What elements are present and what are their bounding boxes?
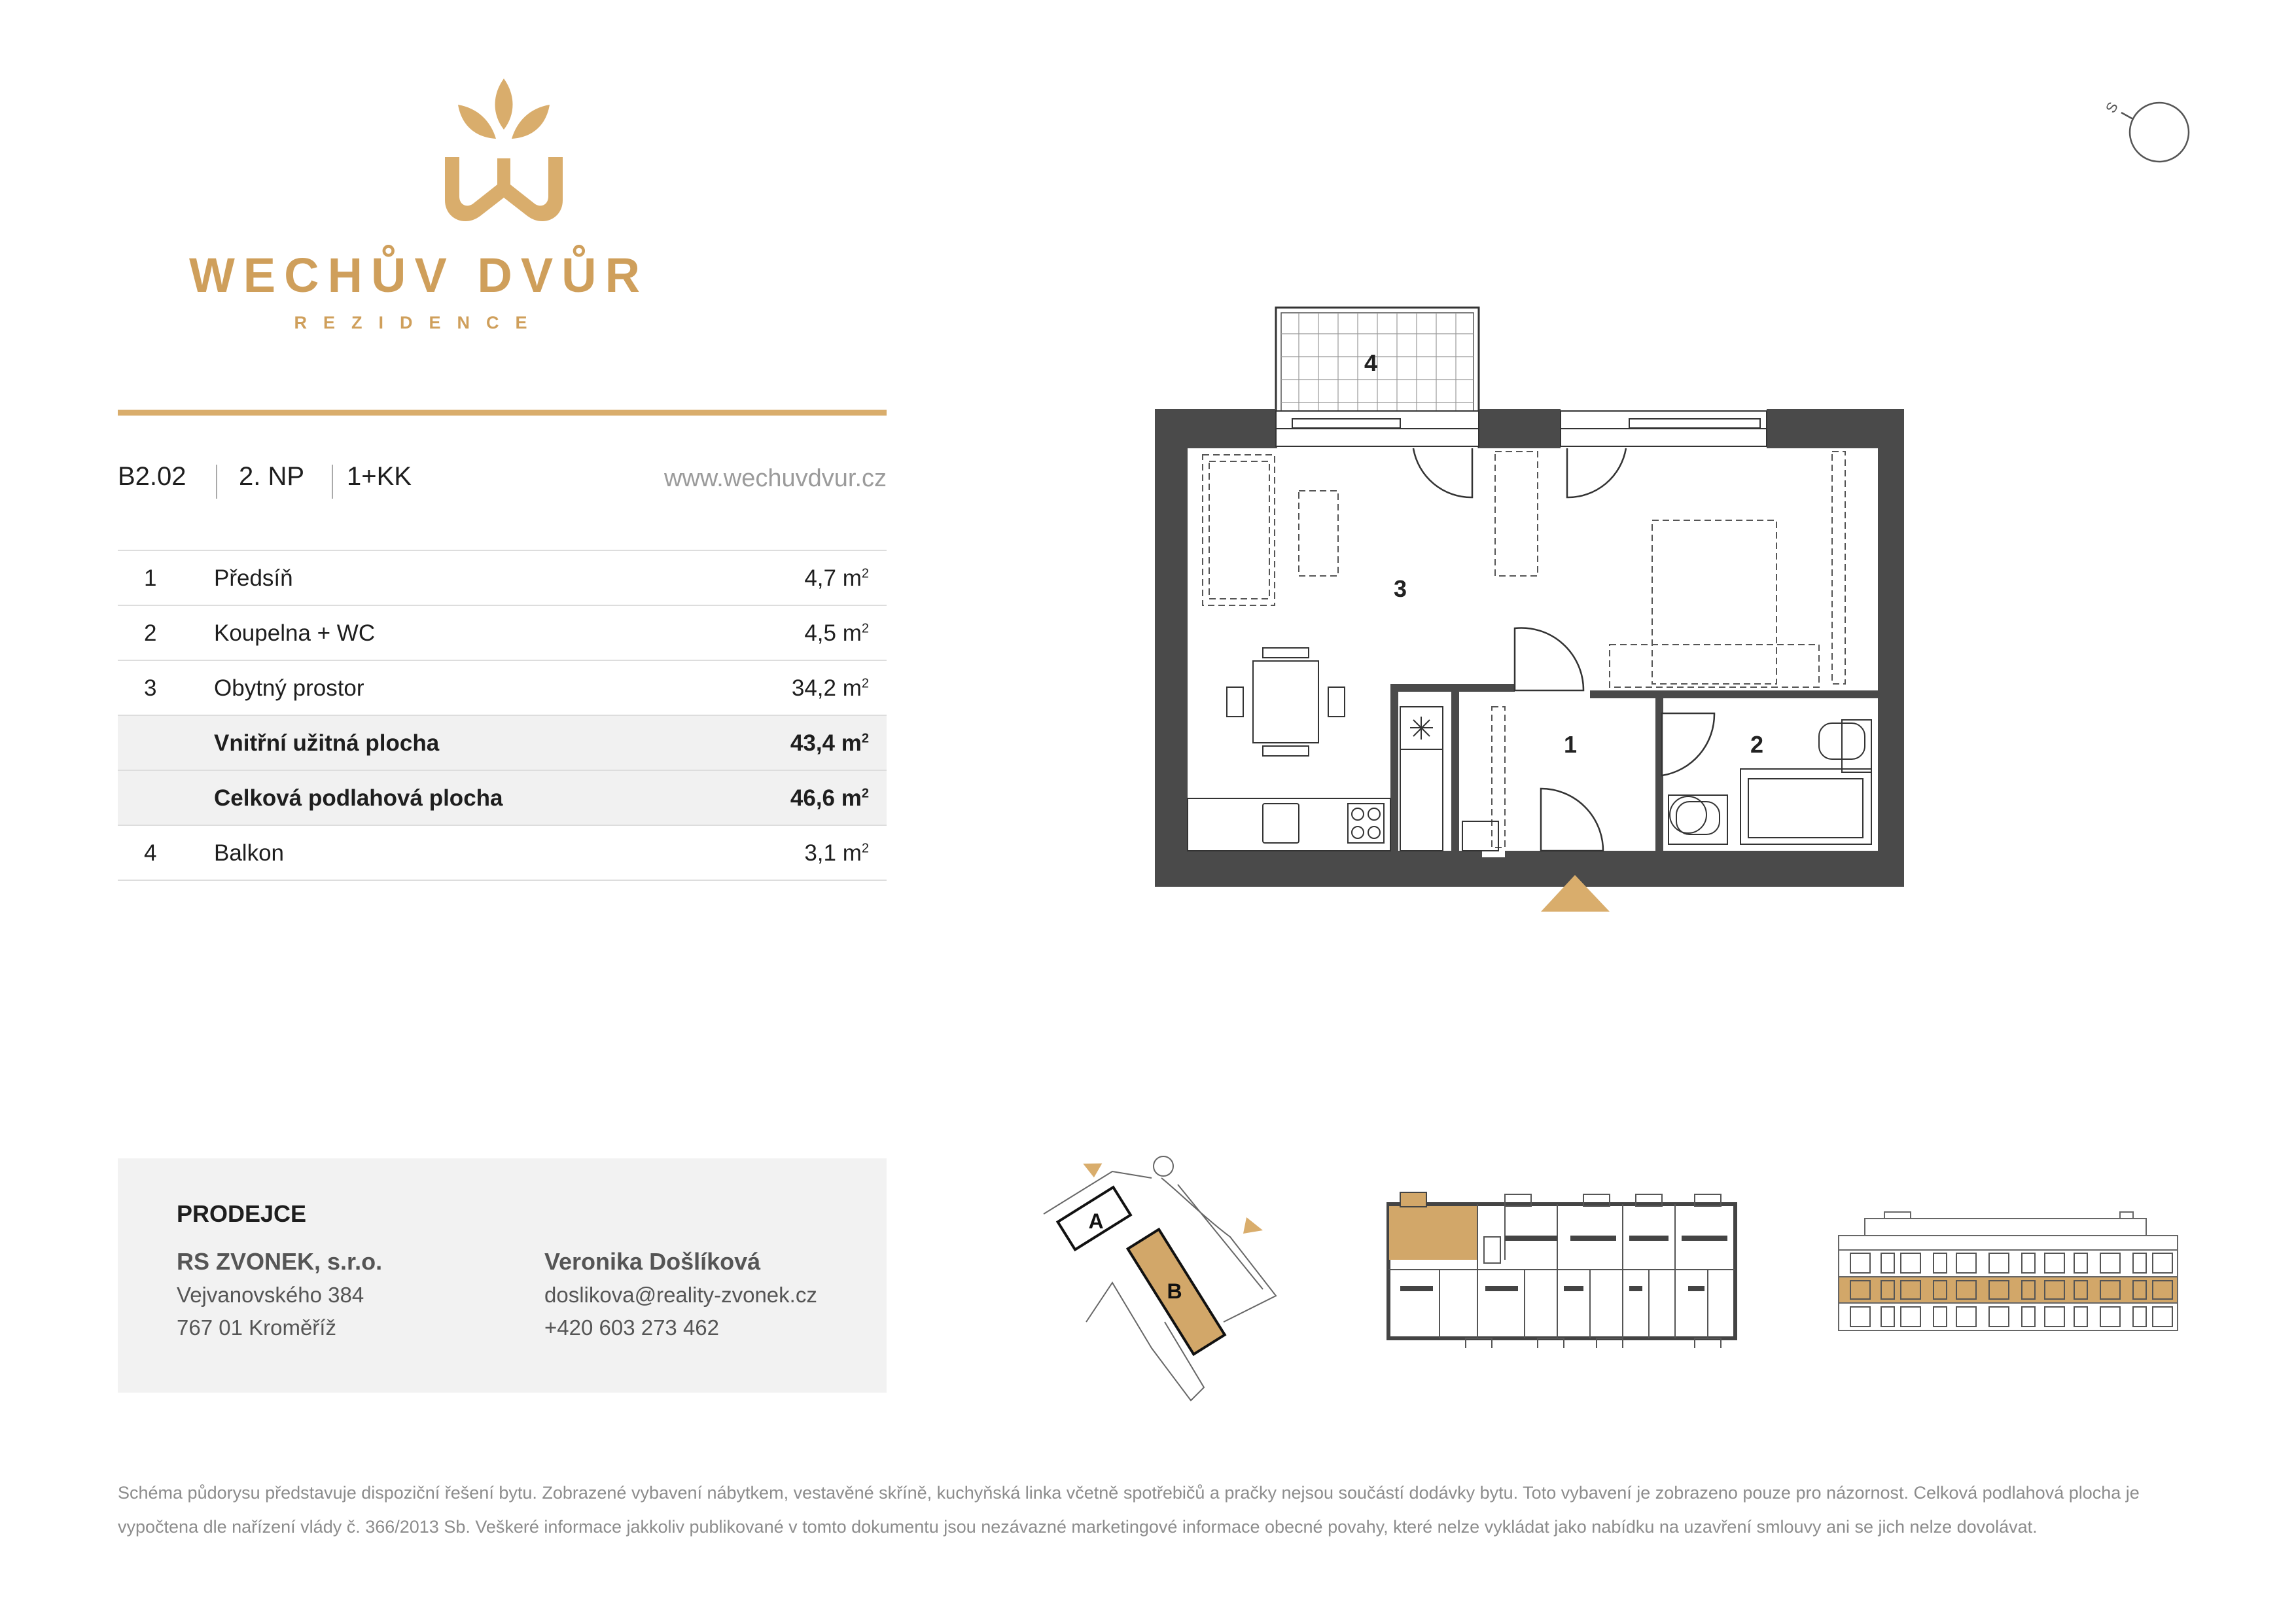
room-name: Celková podlahová plocha	[214, 785, 503, 811]
room-area: 43,4 $m^2$	[790, 730, 869, 756]
room-name: Obytný prostor	[214, 675, 364, 701]
room-area: 34,2 $m^2$	[791, 675, 869, 701]
room-label: 4	[1364, 349, 1378, 376]
floor-plan	[1145, 301, 1917, 949]
brand-name: WECHŮV DVŮR	[188, 248, 649, 302]
building-a-label: A	[1088, 1209, 1104, 1233]
layout-label: 1+KK	[347, 462, 412, 491]
room-table	[118, 550, 887, 881]
site-plan	[1034, 1145, 1296, 1407]
brand-subtitle: REZIDENCE	[294, 313, 544, 332]
floor-key-plan	[1381, 1185, 1747, 1348]
compass-icon	[2094, 92, 2199, 170]
room-area: 4,5 $m^2$	[804, 620, 869, 646]
room-label: 3	[1393, 575, 1407, 602]
contact-heading: PRODEJCE	[177, 1200, 307, 1227]
company-block	[177, 1245, 382, 1344]
table-row-total	[118, 770, 887, 825]
building-elevation	[1832, 1204, 2185, 1342]
website-link[interactable]: www.wechuvdvur.cz	[663, 465, 887, 492]
floor-label: 2. NP	[239, 462, 305, 491]
room-area: 46,6 $m^2$	[790, 785, 869, 811]
header-divider	[118, 410, 887, 416]
room-number: 1	[144, 565, 157, 591]
table-row-total	[118, 715, 887, 770]
compass-label: S	[2102, 99, 2121, 116]
agent-name: Veronika Došlíková	[544, 1248, 761, 1275]
agent-phone[interactable]: +420 603 273 462	[544, 1315, 720, 1340]
room-number: 4	[144, 840, 157, 866]
room-name: Balkon	[214, 840, 285, 866]
direction-arrow-icon	[1243, 1217, 1263, 1234]
divider	[216, 465, 217, 499]
unit-header	[118, 462, 887, 501]
company-name: RS ZVONEK, s.r.o.	[177, 1248, 383, 1275]
company-street: Vejvanovského 384	[177, 1283, 364, 1307]
room-name: Koupelna + WC	[214, 620, 376, 646]
brand-logo-icon	[445, 79, 563, 223]
room-area: 3,1 $m^2$	[804, 840, 869, 866]
room-area: 4,7 $m^2$	[804, 565, 869, 591]
agent-block	[544, 1245, 817, 1344]
table-row	[118, 550, 887, 605]
room-label: 2	[1750, 731, 1764, 758]
room-name: Vnitřní užitná plocha	[214, 730, 440, 756]
agent-email[interactable]: doslikova@reality-zvonek.cz	[544, 1283, 817, 1307]
table-row	[118, 825, 887, 881]
room-label: 1	[1563, 731, 1578, 758]
room-number: 2	[144, 620, 157, 646]
room-number: 3	[144, 675, 157, 701]
company-city: 767 01 Kroměříž	[177, 1315, 336, 1340]
contact-box	[118, 1158, 887, 1393]
direction-arrow-icon	[1080, 1155, 1102, 1177]
table-row	[118, 605, 887, 660]
building-b-label: B	[1167, 1279, 1182, 1303]
unit-code: B2.02	[118, 462, 186, 491]
disclaimer-text: Schéma půdorysu představuje dispoziční řešení bytu. Zobrazené vybavení nábytkem, vestavěné skříně, kuchyňská linka včetně spotřebičů a pračky nejsou součástí dodávky bytu. Toto vybavení je zobrazeno pouze pro názornost. Celková podlahová plocha je vypočtena dle nařízení vlády č. 366/2013 Sb. Veškeré informace jakkoliv publikované v tomto dokumentu jsou nezávazné marketingové informace obecné povahy, které nelze vykládat jako nabídku na uzavření smlouvy ani se jich nelze dovolávat.	[118, 1483, 2140, 1537]
table-row	[118, 660, 887, 715]
room-name: Předsíň	[214, 565, 293, 591]
divider	[332, 465, 333, 499]
